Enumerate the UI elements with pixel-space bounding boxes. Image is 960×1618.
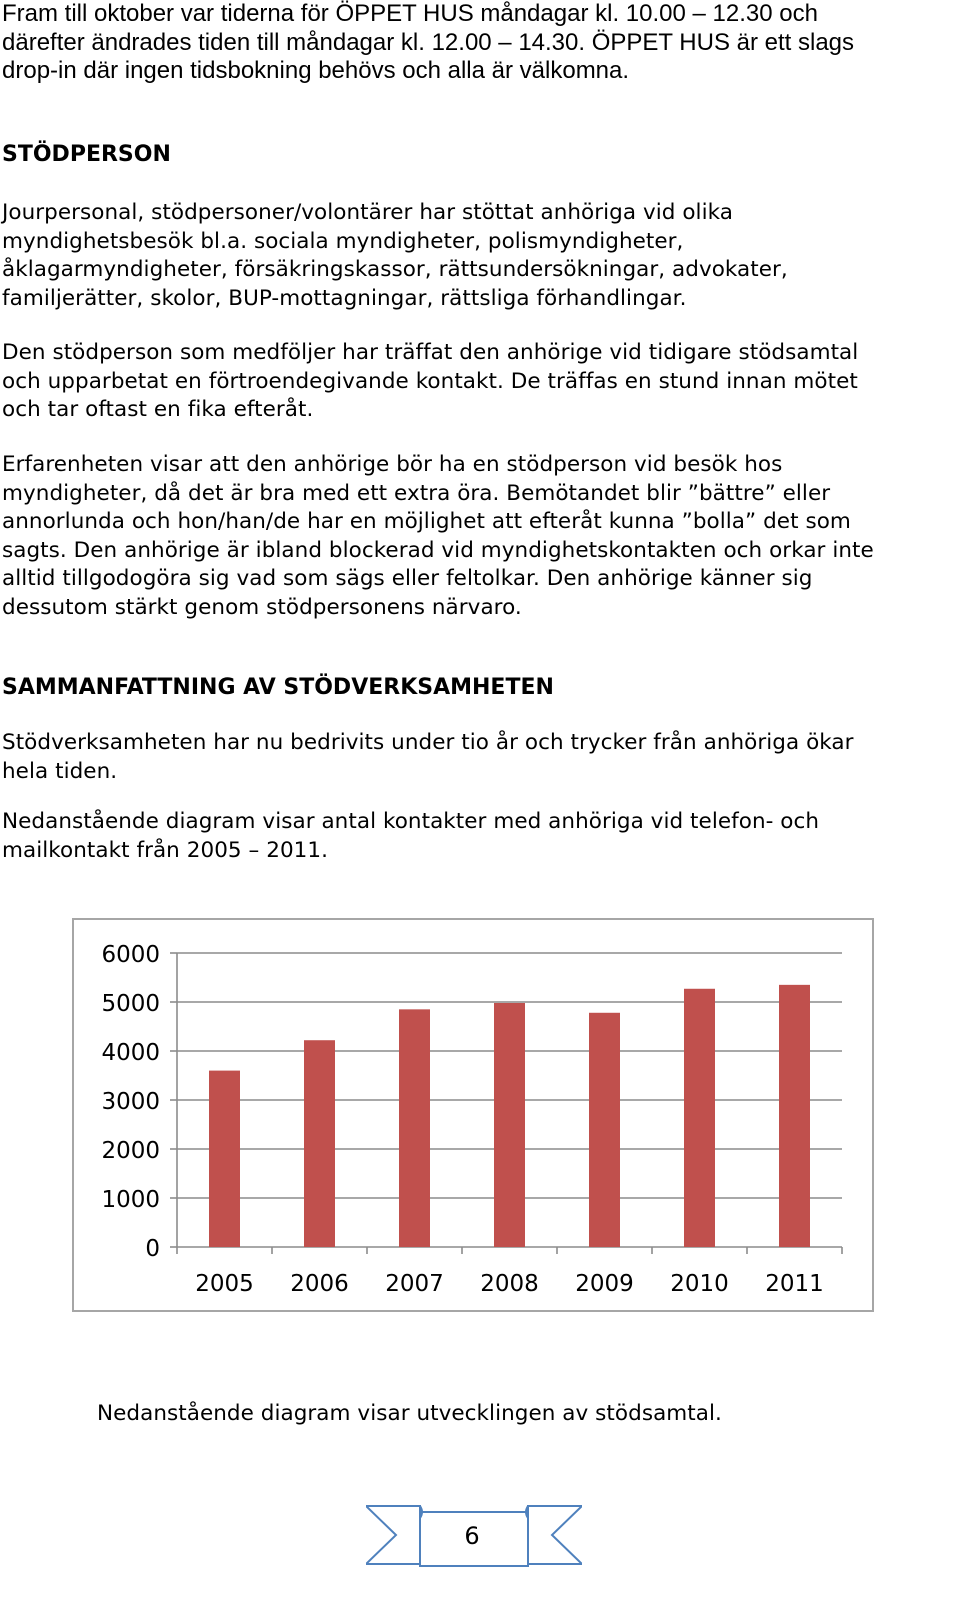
x-tick-label: 2009 [575, 1271, 634, 1297]
bar-2008 [494, 1003, 525, 1247]
y-tick-label: 1000 [101, 1187, 160, 1213]
ribbon-left-tail [366, 1506, 420, 1564]
text-line: åklagarmyndigheter, försäkringskassor, rättsundersökningar, advokater, [2, 257, 788, 282]
text-line: och tar oftast en fika efteråt. [2, 397, 314, 422]
ribbon-right-tail [528, 1506, 582, 1564]
x-tick-label: 2006 [290, 1271, 349, 1297]
text-line: familjerätter, skolor, BUP-mottagningar, rättsliga förhandlingar. [2, 285, 687, 311]
x-tick-label: 2010 [670, 1271, 729, 1297]
heading-stodperson: STÖDPERSON [2, 142, 171, 167]
y-tick-label: 0 [145, 1236, 160, 1262]
bar-2011 [779, 985, 810, 1247]
heading-sammanfattning: SAMMANFATTNING AV STÖDVERKSAMHETEN [2, 675, 554, 700]
text-line: Stödverksamheten har nu bedrivits under tio år och trycker från anhöriga ökar [2, 730, 854, 755]
text-line: mailkontakt från 2005 – 2011. [2, 837, 329, 863]
intro-line: drop-in där ingen tidsbokning behövs och alla är välkomna. [2, 57, 630, 84]
text-line: och upparbetat en förtroendegivande kontakt. De träffas en stund innan mötet [2, 368, 858, 394]
y-tick-label: 4000 [101, 1040, 160, 1066]
bar-2007 [399, 1009, 430, 1247]
text-line: Jourpersonal, stödpersoner/volontärer har stöttat anhöriga vid olika [2, 200, 733, 225]
text-line: sagts. Den anhörige är ibland blockerad vid myndighetskontakten och orkar inte [2, 537, 874, 563]
intro-line: Fram till oktober var tiderna för ÖPPET HUS måndagar kl. 10.00 – 12.30 och [2, 0, 818, 27]
intro-paragraph [2, 0, 942, 86]
bar-2009 [589, 1013, 620, 1247]
paragraph-stodperson-3 [2, 451, 952, 622]
bar-chart-svg [74, 920, 871, 1309]
text-line: Nedanstående diagram visar antal kontakter med anhöriga vid telefon- och [2, 809, 820, 834]
text-line: hela tiden. [2, 758, 118, 784]
bar-2010 [684, 989, 715, 1247]
paragraph-stodperson-2 [2, 339, 952, 425]
page-number: 6 [464, 1522, 480, 1550]
text-line: dessutom stärkt genom stödpersonens närvaro. [2, 594, 522, 620]
y-tick-label: 5000 [101, 991, 160, 1017]
text-line: Erfarenheten visar att den anhörige bör ha en stödperson vid besök hos [2, 452, 783, 477]
intro-line: därefter ändrades tiden till måndagar kl. 12.00 – 14.30. ÖPPET HUS är ett slags [2, 28, 855, 56]
x-tick-label: 2005 [195, 1271, 254, 1297]
paragraph-sammanfattning-1 [2, 729, 952, 786]
bar-2006 [304, 1040, 335, 1247]
text-line: annorlunda och hon/han/de har en möjlighet att efteråt kunna ”bolla” det som [2, 509, 851, 534]
y-tick-label: 3000 [101, 1089, 160, 1115]
x-tick-label: 2007 [385, 1271, 444, 1297]
chart-caption: Nedanstående diagram visar utvecklingen av stödsamtal. [97, 1401, 722, 1426]
y-tick-label: 2000 [101, 1138, 160, 1164]
contacts-chart [72, 918, 874, 1312]
bar-2005 [209, 1071, 240, 1247]
text-line: Den stödperson som medföljer har träffat den anhörige vid tidigare stödsamtal [2, 340, 859, 365]
text-line: alltid tillgodogöra sig vad som sägs eller feltolkar. Den anhörige känner sig [2, 566, 813, 591]
paragraph-sammanfattning-2 [2, 808, 952, 865]
y-tick-label: 6000 [101, 942, 160, 968]
x-tick-label: 2011 [765, 1271, 824, 1297]
text-line: myndighetsbesök bl.a. sociala myndigheter, polismyndigheter, [2, 228, 684, 254]
x-tick-label: 2008 [480, 1271, 539, 1297]
text-line: myndigheter, då det är bra med ett extra öra. Bemötandet blir ”bättre” eller [2, 480, 831, 506]
paragraph-stodperson-1 [2, 199, 952, 313]
